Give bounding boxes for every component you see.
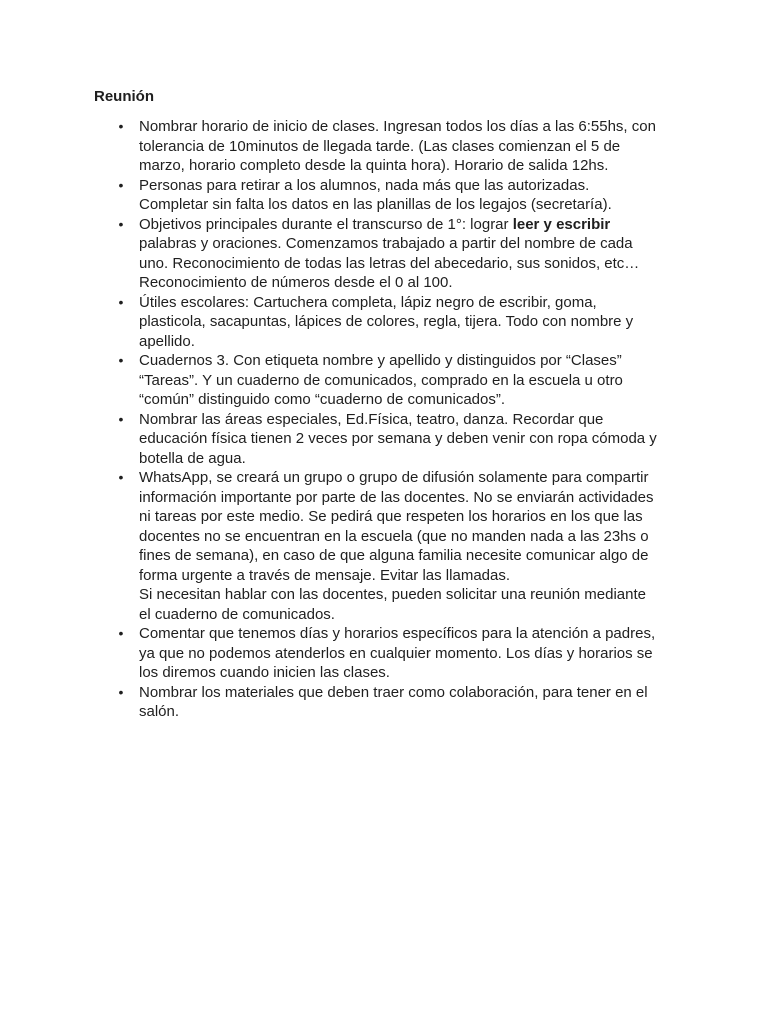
- item-text-line: Si necesitan hablar con las docentes, pueden solicitar una reunión mediante: [139, 586, 646, 603]
- list-item-authorized-pickup: [0, 176, 768, 215]
- item-text-line: Comentar que tenemos días y horarios específicos para la atención a padres,: [139, 625, 656, 642]
- item-text-line: uno. Reconocimiento de todas las letras del abecedario, sus sonidos, etc…: [139, 254, 640, 272]
- item-text-line: palabras y oraciones. Comenzamos trabajado a partir del nombre de cada: [139, 235, 633, 252]
- item-text-line: salón.: [139, 703, 180, 720]
- list-item-class-schedule: [0, 117, 768, 176]
- item-text-line: ni tareas por este medio. Se pedirá que respeten los horarios en los que las: [139, 508, 643, 525]
- list-item-parent-hours: [0, 624, 768, 683]
- item-text-line: plasticola, sacapuntas, lápices de colores, regla, tijera. Todo con nombre y: [139, 313, 634, 330]
- item-text-line: los diremos cuando inicien las clases.: [139, 664, 390, 681]
- list-item-main-objectives: [0, 215, 768, 293]
- bullet-icon: •: [118, 176, 124, 193]
- list-item-school-supplies: [0, 293, 768, 352]
- item-text-line: tolerancia de 10minutos de llegada tarde. (Las clases comienzan el 5 de: [139, 137, 621, 155]
- item-text-line: el cuaderno de comunicados.: [139, 605, 335, 623]
- item-text-line: Nombrar horario de inicio de clases. Ingresan todos los días a las 6:55hs, con: [139, 118, 656, 135]
- bullet-icon: •: [118, 293, 124, 310]
- item-text-line: apellido.: [139, 332, 195, 350]
- list-item-materials: [0, 683, 768, 722]
- list-item-special-areas: [0, 410, 768, 469]
- item-text-line: “Tareas”. Y un cuaderno de comunicados, comprado en la escuela u otro: [139, 371, 623, 389]
- item-text-line: Cuadernos 3. Con etiqueta nombre y apellido y distinguidos por “Clases”: [139, 352, 622, 369]
- bullet-icon: •: [118, 410, 124, 427]
- bullet-icon: •: [118, 215, 124, 232]
- bullet-icon: •: [118, 118, 124, 134]
- item-text-line: [139, 215, 680, 235]
- item-text-line: Nombrar los materiales que deben traer como colaboración, para tener en el: [139, 683, 648, 701]
- item-text-segment: Objetivos principales durante el transcurso de 1°: lograr: [139, 215, 513, 233]
- item-text-line: Personas para retirar a los alumnos, nada más que las autorizadas.: [139, 176, 590, 194]
- document-title: Reunión: [94, 88, 154, 105]
- item-text-line: ya que no podemos atenderlos en cualquier momento. Los días y horarios se: [139, 644, 653, 662]
- bullet-icon: •: [118, 352, 124, 368]
- bullet-icon: •: [118, 683, 124, 700]
- item-text-line: Reconocimiento de números desde el 0 al 100.: [139, 274, 453, 291]
- item-text-line: información importante por parte de las docentes. No se enviarán actividades: [139, 488, 654, 506]
- bullet-icon: •: [118, 469, 124, 485]
- item-text-line: marzo, horario completo desde la quinta hora). Horario de salida 12hs.: [139, 157, 609, 174]
- item-text-line: Nombrar las áreas especiales, Ed.Física, teatro, danza. Recordar que: [139, 410, 604, 428]
- meeting-topics-list: [0, 117, 768, 722]
- item-text-line: forma urgente a través de mensaje. Evitar las llamadas.: [139, 566, 511, 584]
- item-text-line: docentes no se encuentran en la escuela (que no manden nada a las 23hs o: [139, 527, 649, 545]
- item-text-line: fines de semana), en caso de que alguna familia necesite comunicar algo de: [139, 547, 649, 564]
- item-text-line: “común” distinguido como “cuaderno de comunicados”.: [139, 391, 506, 408]
- item-text-line: Completar sin falta los datos en las planillas de los legajos (secretaría).: [139, 196, 612, 213]
- item-text-line: botella de agua.: [139, 449, 246, 467]
- bullet-icon: •: [118, 625, 124, 641]
- item-text-line: WhatsApp, se creará un grupo o grupo de difusión solamente para compartir: [139, 469, 649, 486]
- list-item-notebooks: [0, 351, 768, 410]
- list-item-whatsapp: [0, 468, 768, 624]
- item-text-line: educación física tienen 2 veces por semana y deben venir con ropa cómoda y: [139, 430, 657, 447]
- bold-emphasis: leer y escribir: [512, 215, 611, 233]
- item-text-line: Útiles escolares: Cartuchera completa, lápiz negro de escribir, goma,: [139, 293, 597, 311]
